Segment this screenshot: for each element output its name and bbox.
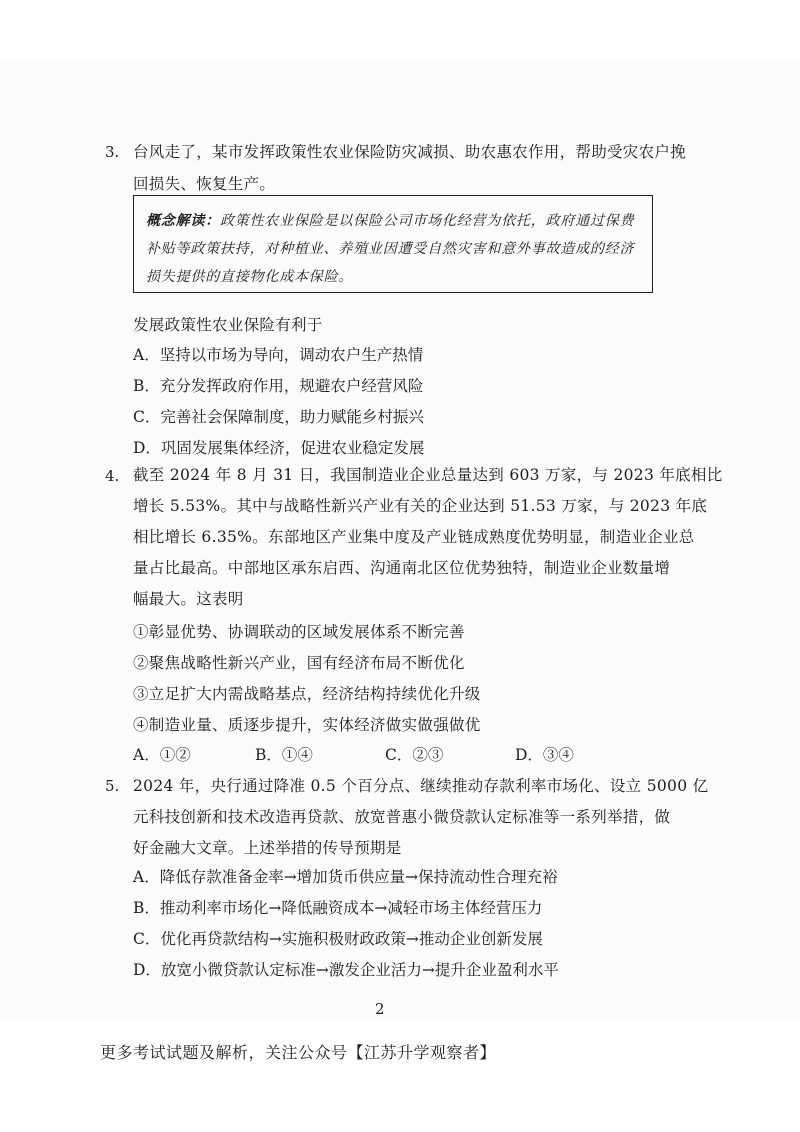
choice-a: A．①② bbox=[133, 746, 191, 764]
question-stem-line: 2024 年，央行通过降准 0.5 个百分点、继续推动存款利率市场化、设立 5000 亿 bbox=[133, 777, 709, 795]
choice-c: C．②③ bbox=[385, 746, 444, 764]
concept-line: 补贴等政策扶持，对种植业、养殖业因遭受自然灾害和意外事故造成的经济 bbox=[146, 241, 635, 257]
question-stem-line: 增长 5.53%。其中与战略性新兴产业有关的企业达到 51.53 万家，与 2023 年底 bbox=[133, 497, 708, 515]
choice-d: D．③④ bbox=[515, 746, 574, 764]
question-stem-line: 好金融大文章。上述举措的传导预期是 bbox=[133, 839, 402, 857]
concept-text: 政策性农业保险是以保险公司市场化经营为依托，政府通过保费 bbox=[220, 213, 635, 229]
concept-line bbox=[146, 210, 634, 230]
concept-title: 概念解读： bbox=[146, 213, 220, 229]
statement-4: ④制造业量、质逐步提升，实体经济做实做强做优 bbox=[133, 716, 481, 734]
question-stem-line: 台风走了，某市发挥政策性农业保险防灾减损、助农惠农作用，帮助受灾农户挽 bbox=[133, 143, 687, 161]
concept-line: 损失提供的直接物化成本保险。 bbox=[146, 269, 354, 285]
choice-b: B．①④ bbox=[255, 746, 313, 764]
option-a: A．坚持以市场为导向，调动农户生产热情 bbox=[133, 346, 424, 364]
option-b: B．推动利率市场化→降低融资成本→减轻市场主体经营压力 bbox=[133, 899, 543, 917]
option-d: D．放宽小微贷款认定标准→激发企业活力→提升企业盈利水平 bbox=[133, 961, 559, 979]
page-number: 2 bbox=[375, 1000, 385, 1018]
option-c: C．完善社会保障制度，助力赋能乡村振兴 bbox=[133, 408, 424, 426]
question-stem-line: 量占比最高。中部地区承东启西、沟通南北区位优势独特，制造业企业数量增 bbox=[133, 559, 671, 577]
statement-3: ③立足扩大内需战略基点，经济结构持续优化升级 bbox=[133, 685, 481, 703]
question-prompt: 发展政策性农业保险有利于 bbox=[133, 316, 323, 334]
question-stem-line: 元科技创新和技术改造再贷款、放宽普惠小微贷款认定标准等一系列举措，做 bbox=[133, 808, 671, 826]
footer-note: 更多考试试题及解析，关注公众号【江苏升学观察者】 bbox=[100, 1043, 497, 1062]
option-d: D．巩固发展集体经济，促进农业稳定发展 bbox=[133, 439, 425, 457]
concept-box bbox=[133, 195, 653, 293]
option-a: A．降低存款准备金率→增加货币供应量→保持流动性合理充裕 bbox=[133, 868, 558, 886]
statement-1: ①彰显优势、协调联动的区域发展体系不断完善 bbox=[133, 623, 465, 641]
question-stem-line: 相比增长 6.35%。东部地区产业集中度及产业链成熟度优势明显，制造业企业总 bbox=[133, 528, 695, 546]
statement-2: ②聚焦战略性新兴产业，国有经济布局不断优化 bbox=[133, 654, 465, 672]
option-c: C．优化再贷款结构→实施积极财政政策→推动企业创新发展 bbox=[133, 930, 543, 948]
question-number: 3. bbox=[105, 143, 120, 161]
question-stem-line: 回损失、恢复生产。 bbox=[133, 175, 276, 193]
option-b: B．充分发挥政府作用，规避农户经营风险 bbox=[133, 377, 424, 395]
question-number: 5. bbox=[105, 777, 120, 795]
question-number: 4. bbox=[105, 467, 120, 485]
question-stem-line: 截至 2024 年 8 月 31 日，我国制造业企业总量达到 603 万家，与 2023 年底相比 bbox=[133, 466, 723, 484]
question-stem-line: 幅最大。这表明 bbox=[133, 590, 244, 608]
